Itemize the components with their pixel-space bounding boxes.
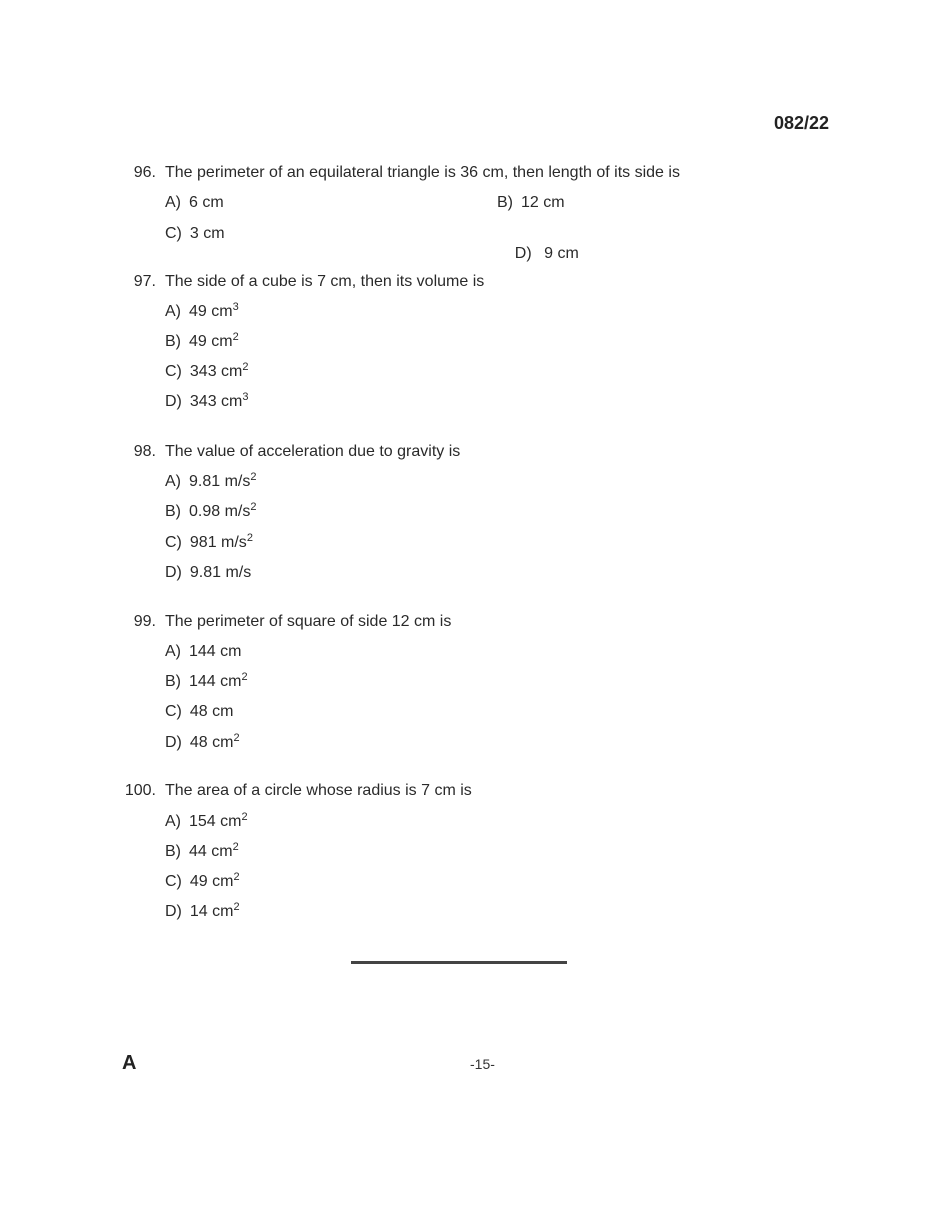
option-letter: A) [165,303,181,320]
option-sup: 2 [250,471,257,483]
option-text: 9 cm [539,245,579,262]
option-sup: 2 [241,811,248,823]
option-letter: B) [165,333,181,350]
question-100 [0,781,950,920]
option-sup: 2 [250,501,257,513]
question-98 [0,442,950,581]
option-letter: C) [165,703,182,720]
option-text: 343 cm [189,393,243,410]
question-96 [0,163,950,262]
option-d[interactable] [165,902,240,922]
question-number: 96. [133,164,156,181]
question-text: The area of a circle whose radius is 7 cm is [165,782,472,799]
option-b[interactable] [165,842,239,862]
option-d[interactable] [165,733,240,753]
option-c[interactable] [165,702,233,722]
option-sup: 2 [241,671,248,683]
option-text: 6 cm [189,194,224,211]
series-letter: A [122,1052,137,1074]
end-rule [351,961,567,964]
option-letter: A) [165,813,181,830]
option-a[interactable] [165,193,224,213]
option-a[interactable] [165,812,248,832]
option-c[interactable] [165,872,240,892]
option-letter: D) [165,903,182,920]
option-letter: B) [165,843,181,860]
option-letter: C) [165,873,182,890]
question-number: 97. [133,273,156,290]
option-a[interactable] [165,642,241,662]
question-99 [0,612,950,751]
option-text: 144 cm [189,673,242,690]
option-letter: D) [514,245,532,262]
option-text: 44 cm [189,843,233,860]
option-letter: A) [165,194,181,211]
option-text: 9.81 m/s [189,473,251,490]
option-letter: B) [497,194,513,211]
option-text: 49 cm [189,873,234,890]
option-text: 48 cm [189,734,234,751]
question-number: 98. [133,443,156,460]
option-c[interactable] [165,533,253,553]
option-text: 343 cm [189,363,243,380]
option-sup: 2 [233,871,240,883]
option-b[interactable] [497,193,565,213]
option-letter: C) [165,363,182,380]
option-c[interactable] [165,224,225,244]
option-a[interactable] [165,472,256,492]
question-text: The perimeter of square of side 12 cm is [165,613,452,630]
option-letter: D) [165,393,182,410]
option-sup: 3 [242,391,249,403]
option-d[interactable] [165,392,248,412]
option-b[interactable] [165,502,256,522]
question-text: The value of acceleration due to gravity is [165,443,461,460]
option-sup: 2 [233,901,240,913]
option-letter: A) [165,643,181,660]
option-text: 49 cm [189,333,233,350]
option-text: 49 cm [189,303,233,320]
question-text: The side of a cube is 7 cm, then its volume is [165,273,485,290]
question-97 [0,272,950,410]
option-letter: D) [165,564,182,581]
option-a[interactable] [165,302,239,322]
option-b[interactable] [165,672,248,692]
option-sup: 2 [246,532,253,544]
question-number: 100. [124,782,156,799]
option-text: 154 cm [189,813,242,830]
option-sup: 2 [233,732,240,744]
option-sup: 2 [232,331,239,343]
option-sup: 3 [232,301,239,313]
option-d[interactable] [165,563,251,583]
option-text: 48 cm [189,703,234,720]
option-b[interactable] [165,332,239,352]
option-letter: B) [165,503,181,520]
option-c[interactable] [165,362,248,382]
option-text: 0.98 m/s [189,503,251,520]
option-text: 144 cm [189,643,242,660]
page-number: -15- [470,1056,495,1072]
option-text: 3 cm [189,225,225,242]
option-text: 9.81 m/s [189,564,252,581]
question-number: 99. [133,613,156,630]
option-letter: A) [165,473,181,490]
option-text: 14 cm [189,903,234,920]
option-letter: C) [165,534,182,551]
option-sup: 2 [242,361,249,373]
option-letter: B) [165,673,181,690]
option-letter: C) [165,225,182,242]
question-text: The perimeter of an equilateral triangle is 36 cm, then length of its side is [165,164,680,181]
option-text: 981 m/s [189,534,247,551]
page-code: 082/22 [773,113,829,133]
option-text: 12 cm [521,194,565,211]
option-letter: D) [165,734,182,751]
option-sup: 2 [232,841,239,853]
